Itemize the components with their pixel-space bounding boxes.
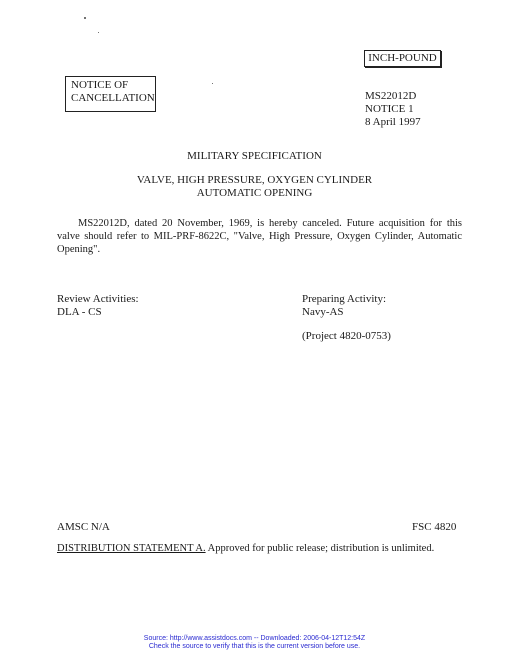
spec-type-heading: MILITARY SPECIFICATION <box>187 150 322 162</box>
inch-pound-box <box>364 50 441 67</box>
fsc-code: FSC 4820 <box>412 521 457 533</box>
cancellation-paragraph: MS22012D, dated 20 November, 1969, is hereby canceled. Future acquisition for this valve should refer to MIL-PRF-8622C, "Valve, High Pressure, Oxygen Cylinder, Automatic Opening". <box>57 218 462 255</box>
distribution-statement <box>57 543 434 554</box>
doc-number: MS22012D <box>365 90 417 102</box>
distribution-text: Approved for public release; distribution is unlimited. <box>205 543 435 554</box>
footer-line-2: Check the source to verify that this is the current version before use. <box>148 643 361 650</box>
review-activities-value: DLA - CS <box>57 306 102 318</box>
notice-line-1: NOTICE OF <box>71 79 129 91</box>
source-footer <box>0 635 509 651</box>
preparing-activity-value: Navy-AS <box>302 306 344 318</box>
project-number: (Project 4820-0753) <box>302 330 391 342</box>
review-activities-label: Review Activities: <box>57 293 139 305</box>
preparing-activity <box>302 293 386 319</box>
scan-speck <box>212 83 213 84</box>
inch-pound-label: INCH-POUND <box>368 52 437 64</box>
distribution-label: DISTRIBUTION STATEMENT A. <box>57 543 206 554</box>
amsc-code: AMSC N/A <box>57 521 110 533</box>
notice-number: NOTICE 1 <box>365 103 414 115</box>
document-identifier <box>365 90 421 129</box>
notice-line-2: CANCELLATION <box>71 92 155 104</box>
preparing-activity-label: Preparing Activity: <box>302 293 387 305</box>
review-activities <box>57 293 139 319</box>
notice-date: 8 April 1997 <box>365 116 421 128</box>
scan-speck <box>98 32 99 33</box>
notice-of-cancellation-box <box>65 76 156 112</box>
footer-line-1: Source: http://www.assistdocs.com -- Downloaded: 2006-04-12T12:54Z <box>143 635 366 642</box>
subject-line-1: VALVE, HIGH PRESSURE, OXYGEN CYLINDER <box>136 174 373 186</box>
scan-speck <box>84 17 86 19</box>
subject-line-2: AUTOMATIC OPENING <box>196 187 313 199</box>
